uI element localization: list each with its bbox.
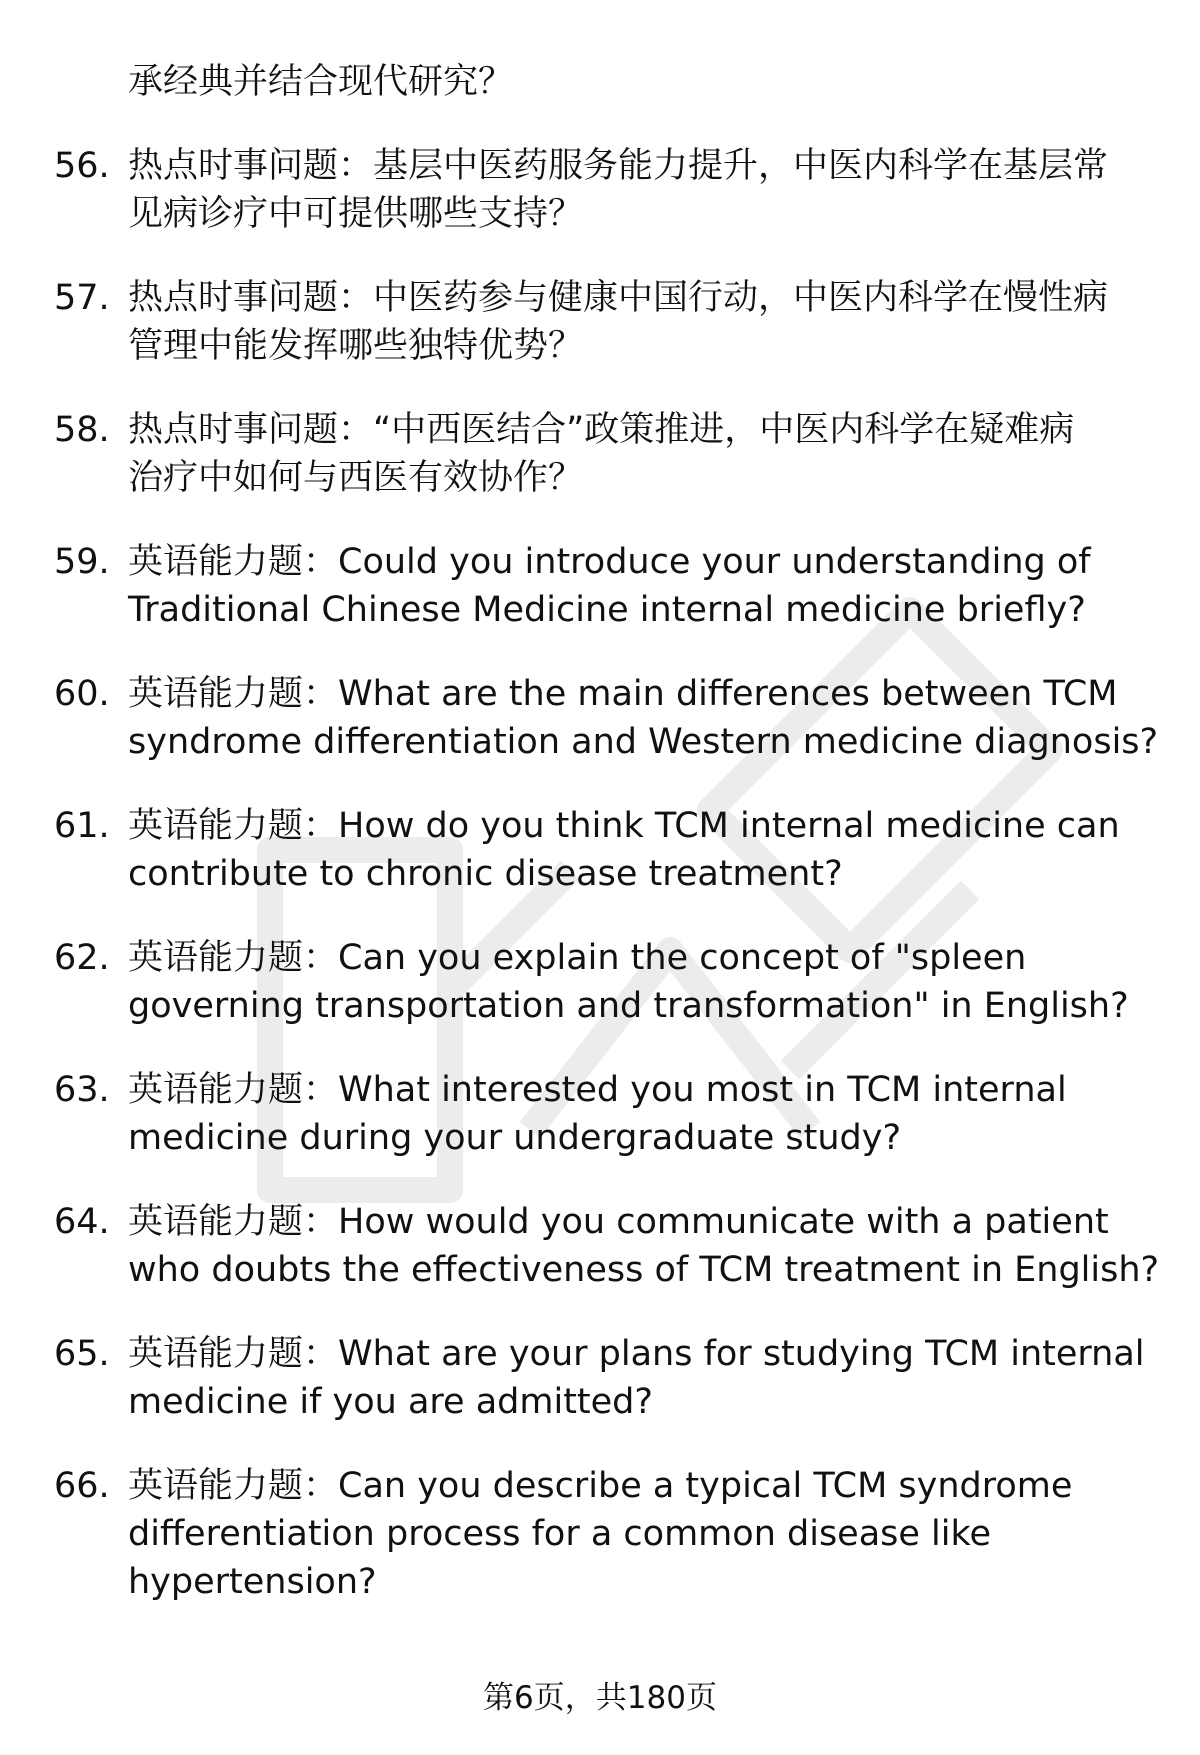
question-text-line: differentiation process for a common disease like — [128, 1514, 992, 1554]
question-number: 62. — [54, 938, 110, 978]
question-list — [54, 142, 1160, 1606]
question-number: 56. — [54, 146, 110, 186]
question-text-line: medicine if you are admitted? — [128, 1382, 653, 1422]
question-text-line: 英语能力题：Can you explain the concept of "spleen — [128, 938, 1027, 978]
question-item — [54, 802, 1154, 898]
question-text-line: governing transportation and transformation" in English? — [128, 986, 1129, 1026]
question-text-line: 英语能力题：Could you introduce your understanding of — [128, 542, 1091, 582]
question-text — [128, 670, 1158, 766]
question-number: 61. — [54, 806, 110, 846]
question-number: 65. — [54, 1334, 110, 1374]
question-text-line: contribute to chronic disease treatment? — [128, 854, 843, 894]
question-text-line: Traditional Chinese Medicine internal medicine briefly? — [128, 590, 1086, 630]
question-text — [128, 274, 1154, 370]
question-item — [54, 934, 1154, 1030]
question-item — [54, 1330, 1154, 1426]
question-text-line: 管理中能发挥哪些独特优势？ — [128, 326, 584, 366]
question-text-line: 英语能力题：What are your plans for studying TCM internal — [128, 1334, 1145, 1374]
question-text-line: medicine during your undergraduate study? — [128, 1118, 902, 1158]
question-number: 60. — [54, 674, 110, 714]
question-item — [54, 142, 1154, 238]
question-item — [54, 538, 1154, 634]
question-text — [128, 802, 1154, 898]
question-text-line: who doubts the effectiveness of TCM treatment in English? — [128, 1250, 1160, 1290]
question-number: 66. — [54, 1466, 110, 1506]
question-item — [54, 1198, 1160, 1294]
question-number: 64. — [54, 1202, 110, 1242]
question-number: 57. — [54, 278, 110, 318]
question-text — [128, 538, 1154, 634]
question-text — [128, 1198, 1159, 1294]
question-text-line: hypertension? — [128, 1562, 377, 1602]
question-text — [128, 934, 1154, 1030]
question-text-line: 热点时事问题：中医药参与健康中国行动，中医内科学在慢性病 — [128, 278, 1109, 318]
question-text-line: 治疗中如何与西医有效协作？ — [128, 458, 584, 498]
page-footer: 第6页，共180页 — [483, 1680, 717, 1716]
question-item — [54, 1462, 1154, 1606]
question-item — [54, 1066, 1154, 1162]
question-text-line: 英语能力题：What are the main differences between TCM — [128, 674, 1118, 714]
question-text-line: 英语能力题：How would you communicate with a patient — [128, 1202, 1109, 1242]
question-text — [128, 1066, 1154, 1162]
question-text-line: 见病诊疗中可提供哪些支持？ — [128, 194, 584, 234]
question-item — [54, 670, 1159, 766]
question-number: 63. — [54, 1070, 110, 1110]
continued-question-line: 承经典并结合现代研究？ — [128, 62, 514, 102]
question-text — [128, 142, 1154, 238]
question-content — [54, 58, 1160, 1606]
question-text-line: 热点时事问题：“中西医结合”政策推进，中医内科学在疑难病 — [128, 410, 1075, 450]
question-text-line: 英语能力题：How do you think TCM internal medicine can — [128, 806, 1120, 846]
question-number: 58. — [54, 410, 110, 450]
question-item — [54, 406, 1154, 502]
question-text-line: 热点时事问题：基层中医药服务能力提升，中医内科学在基层常 — [128, 146, 1109, 186]
question-number: 59. — [54, 542, 110, 582]
question-item — [54, 274, 1154, 370]
question-text-line: syndrome differentiation and Western medicine diagnosis? — [128, 722, 1159, 762]
question-text — [128, 1462, 1154, 1606]
question-text — [128, 406, 1154, 502]
question-text-line: 英语能力题：Can you describe a typical TCM syndrome — [128, 1466, 1073, 1506]
question-text — [128, 1330, 1154, 1426]
question-text-line: 英语能力题：What interested you most in TCM internal — [128, 1070, 1067, 1110]
